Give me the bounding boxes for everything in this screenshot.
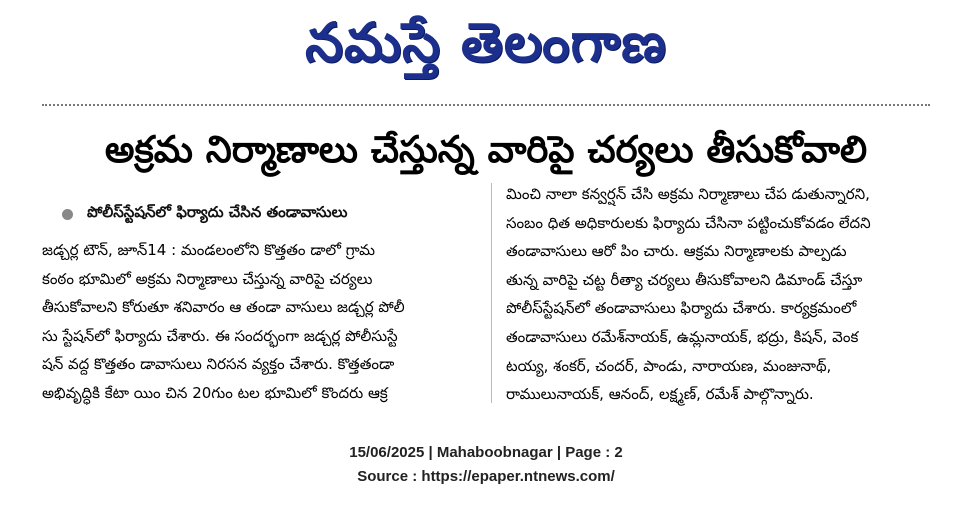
masthead-title: నమస్తే తెలంగాణ (305, 11, 667, 74)
text-line: జడ్చర్ల టౌన్, జూన్14 : మండలంలోని కొత్తతం డాలో గ్రామ (42, 241, 375, 259)
text-line: అభివృద్ధికి కేటా యిం చిన 20గుం టల భూమిలో కొందరు ఆక్ర (42, 383, 388, 402)
bullet-icon (62, 209, 73, 220)
text-line: మించి నాలా కన్వర్షన్ చేసి అక్రమ నిర్మాణాలు చేప డుతున్నారని, (506, 185, 870, 203)
edition-info: 15/06/2025 | Mahaboobnagar | Page : 2 (349, 444, 623, 461)
text-line: కంఠం భూమిలో అక్రమ నిర్మాణాలు చేస్తున్న వారిపై చర్యలు (42, 269, 373, 288)
article-headline: అక్రమ నిర్మాణాలు చేస్తున్న వారిపై చర్యలు తీసుకోవాలి (104, 128, 868, 171)
text-line: సంబం ధిత అధికారులకు ఫిర్యాదు చేసినా పట్టించుకోవడం లేదని (506, 213, 871, 232)
text-line: తండావాసులు ఆరో పిం చారు. ఆక్రమ నిర్మాణాలకు పాల్పడు (506, 242, 847, 261)
text-line: తండావాసులు రమేశ్‌నాయక్, ఉమ్లనాయక్, భద్రు, కిషన్, వెంక (506, 327, 859, 346)
column-divider (491, 183, 492, 403)
text-line: సు స్టేషన్‌లో ఫిర్యాదు చేశారు. ఈ సందర్భంగా జడ్చర్ల పోలీసుస్టే (42, 326, 398, 345)
article-left-column (42, 236, 482, 408)
masthead-divider (42, 104, 930, 106)
text-line: రాములునాయక్, ఆనంద్, లక్ష్మణ్, రమేశ్ పాల్గొన్నారు. (506, 385, 814, 404)
text-line: షన్ వద్ద కొత్తతం డావాసులు నిరసన వ్యక్తం చేశారు. కొత్తతండా (42, 355, 395, 374)
article-right-column (506, 180, 944, 409)
text-line: పోలీస్‌స్టేషన్‌లో తండావాసులు ఫిర్యాదు చేశారు. కార్యక్రమంలో (506, 299, 857, 318)
article-subheading (62, 200, 482, 228)
text-line: తీసుకోవాలని కోరుతూ శనివారం ఆ తండా వాసులు జడ్చర్ల పోలీ (42, 298, 405, 317)
text-line: తున్న వారిపై చట్ట రీత్యా చర్యలు తీసుకోవాలని డిమాండ్ చేస్తూ (506, 270, 863, 289)
text-line: టయ్య, శంకర్, చందర్, పాండు, నారాయణ, మంజునాథ్, (506, 356, 832, 375)
source-info: Source : https://epaper.ntnews.com/ (357, 468, 615, 485)
newspaper-masthead (0, 2, 972, 84)
subheading-text: పోలీస్‌స్టేషన్‌లో ఫిర్యాదు చేసిన తండావాసులు (87, 203, 348, 221)
